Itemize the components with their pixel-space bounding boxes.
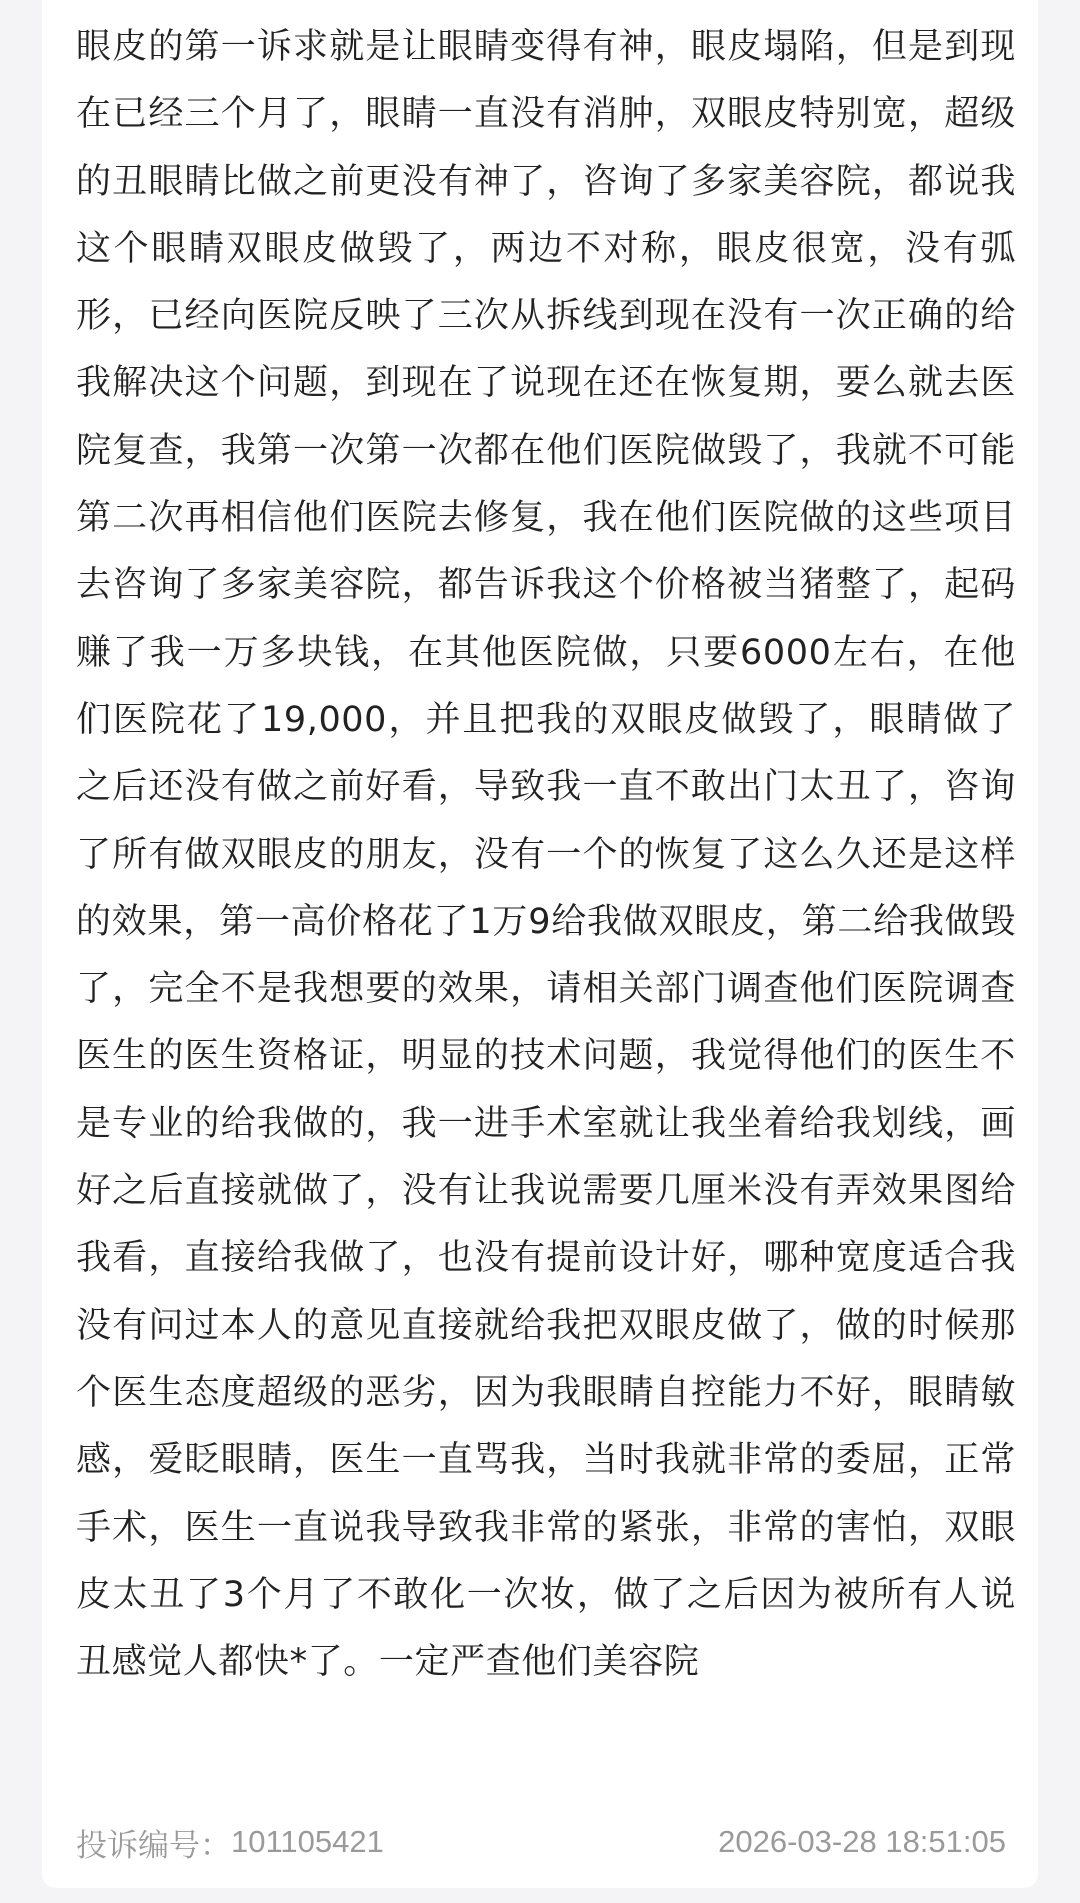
complaint-timestamp: 2026-03-28 18:51:05 [718, 1824, 1006, 1859]
complaint-id: 101105421 [231, 1824, 384, 1859]
complaint-text: 眼皮的第一诉求就是让眼睛变得有神，眼皮塌陷，但是到现在已经三个月了，眼睛一直没有消肿，双眼皮特别宽，超级的丑眼睛比做之前更没有神了，咨询了多家美容院，都说我这个眼睛双眼皮做毁了，两边不对称，眼皮很宽，没有弧形，已经向医院反映了三次从拆线到现在没有一次正确的给我解决这个问题，到现在了说现在还在恢复期，要么就去医院复查，我第一次第一次都在他们医院做毁了，我就不可能第二次再相信他们医院去修复，我在他们医院做的这些项目去咨询了多家美容院，都告诉我这个价格被当猪整了，起码赚了我一万多块钱，在其他医院做，只要6000左右，在他们医院花了19,000，并且把我的双眼皮做毁了，眼睛做了之后还没有做之前好看，导致我一直不敢出门太丑了，咨询了所有做双眼皮的朋友，没有一个的恢复了这么久还是这样的效果，第一高价格花了1万9给我做双眼皮，第二给我做毁了，完全不是我想要的效果，请相关部门调查他们医院调查医生的医生资格证，明显的技术问题，我觉得他们的医生不是专业的给我做的，我一进手术室就让我坐着给我划线，画好之后直接就做了，没有让我说需要几厘米没有弄效果图给我看，直接给我做了，也没有提前设计好，哪种宽度适合我没有问过本人的意见直接就给我把双眼皮做了，做的时候那个医生态度超级的恶劣，因为我眼睛自控能力不好，眼睛敏感，爱眨眼睛，医生一直骂我，当时我就非常的委屈，正常手术，医生一直说我导致我非常的紧张，非常的害怕，双眼皮太丑了3个月了不敢化一次妆，做了之后因为被所有人说丑感觉人都快*了。一定严查他们美容院 [76, 27, 1016, 1683]
complaint-id-label: 投诉编号： [76, 1827, 231, 1863]
complaint-meta [76, 1818, 1006, 1866]
complaint-id-group [76, 1820, 384, 1865]
complaint-card [42, 0, 1038, 1888]
